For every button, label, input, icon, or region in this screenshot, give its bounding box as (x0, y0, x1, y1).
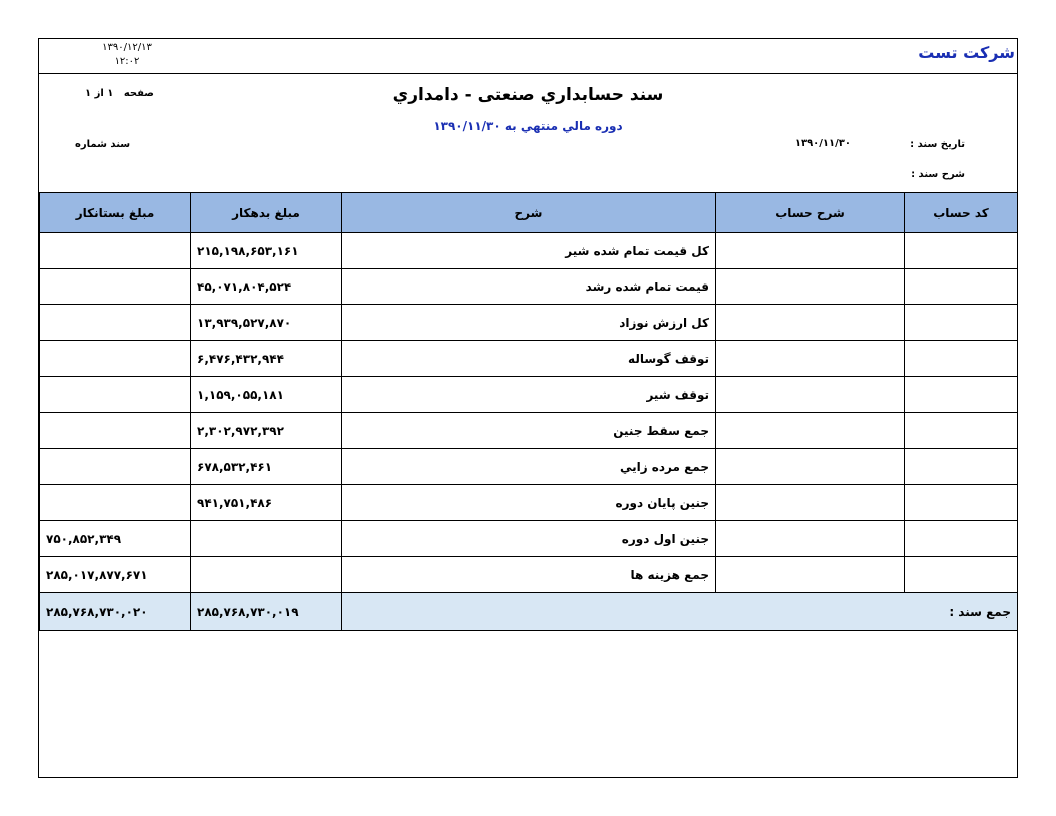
credit-cell: ۷۵۰,۸۵۲,۳۴۹ (40, 521, 191, 557)
table-row (40, 341, 1018, 377)
table-row (40, 557, 1018, 593)
debit-cell (191, 521, 342, 557)
account-desc-cell (716, 413, 905, 449)
table-row (40, 485, 1018, 521)
total-label: جمع سند : (342, 593, 1018, 631)
page-number: ۱ از ۱ (85, 88, 114, 99)
credit-cell (40, 377, 191, 413)
table-row (40, 521, 1018, 557)
credit-cell (40, 449, 191, 485)
description-cell: جمع سقط جنين (342, 413, 716, 449)
doc-date-value: ۱۳۹۰/۱۱/۳۰ (794, 138, 851, 149)
page-label: صفحه (123, 88, 154, 99)
account-desc-cell (716, 449, 905, 485)
credit-cell (40, 341, 191, 377)
doc-date-label: تاريخ سند : (910, 139, 965, 150)
description-cell: کل قيمت تمام شده شير (342, 233, 716, 269)
description-cell: قيمت تمام شده رشد (342, 269, 716, 305)
credit-cell (40, 305, 191, 341)
account-desc-cell (716, 557, 905, 593)
total-credit: ۲۸۵,۷۶۸,۷۳۰,۰۲۰ (40, 593, 191, 631)
table-header-row (40, 193, 1018, 233)
debit-cell (191, 557, 342, 593)
column-header-debit: مبلغ بدهکار (191, 193, 342, 233)
description-cell: توقف شير (342, 377, 716, 413)
company-name: شرکت تست (918, 43, 1015, 62)
table-row (40, 449, 1018, 485)
account-code-cell (905, 377, 1018, 413)
description-cell: جنين اول دوره (342, 521, 716, 557)
account-desc-cell (716, 269, 905, 305)
table-row (40, 413, 1018, 449)
table-row (40, 269, 1018, 305)
voucher-table (39, 192, 1018, 631)
account-code-cell (905, 341, 1018, 377)
credit-cell (40, 485, 191, 521)
debit-cell: ۶۷۸,۵۳۲,۴۶۱ (191, 449, 342, 485)
debit-cell: ۲۱۵,۱۹۸,۶۵۳,۱۶۱ (191, 233, 342, 269)
doc-description-label: شرح سند : (911, 169, 965, 180)
header-divider (39, 73, 1017, 74)
account-code-cell (905, 557, 1018, 593)
credit-cell (40, 269, 191, 305)
credit-cell (40, 413, 191, 449)
doc-number-label: سند شماره (75, 139, 131, 150)
account-desc-cell (716, 233, 905, 269)
total-debit: ۲۸۵,۷۶۸,۷۳۰,۰۱۹ (191, 593, 342, 631)
account-desc-cell (716, 377, 905, 413)
table-row (40, 377, 1018, 413)
print-time: ۱۲:۰۲ (114, 56, 140, 67)
debit-cell: ۱۳,۹۳۹,۵۲۷,۸۷۰ (191, 305, 342, 341)
debit-cell: ۶,۴۷۶,۴۳۲,۹۴۴ (191, 341, 342, 377)
description-cell: کل ارزش نوزاد (342, 305, 716, 341)
document-frame (38, 38, 1018, 778)
column-header-credit: مبلغ بستانکار (40, 193, 191, 233)
table-row (40, 305, 1018, 341)
description-cell: جمع هزينه ها (342, 557, 716, 593)
table-row (40, 233, 1018, 269)
debit-cell: ۴۵,۰۷۱,۸۰۴,۵۲۴ (191, 269, 342, 305)
account-desc-cell (716, 341, 905, 377)
account-code-cell (905, 485, 1018, 521)
account-code-cell (905, 449, 1018, 485)
credit-cell (40, 233, 191, 269)
account-code-cell (905, 269, 1018, 305)
account-code-cell (905, 305, 1018, 341)
account-desc-cell (716, 521, 905, 557)
document-title: سند حسابداري صنعتی - دامداري (392, 85, 664, 105)
debit-cell: ۹۴۱,۷۵۱,۴۸۶ (191, 485, 342, 521)
debit-cell: ۲,۳۰۲,۹۷۲,۳۹۲ (191, 413, 342, 449)
account-code-cell (905, 233, 1018, 269)
fiscal-period: دوره مالي منتهي به ۱۳۹۰/۱۱/۳۰ (433, 119, 623, 133)
description-cell: جنين پايان دوره (342, 485, 716, 521)
debit-cell: ۱,۱۵۹,۰۵۵,۱۸۱ (191, 377, 342, 413)
total-row (40, 593, 1018, 631)
account-desc-cell (716, 305, 905, 341)
column-header-description: شرح (342, 193, 716, 233)
description-cell: توقف گوساله (342, 341, 716, 377)
column-header-account-code: کد حساب (905, 193, 1018, 233)
credit-cell: ۲۸۵,۰۱۷,۸۷۷,۶۷۱ (40, 557, 191, 593)
print-date: ۱۳۹۰/۱۲/۱۳ (102, 42, 152, 53)
column-header-account-desc: شرح حساب (716, 193, 905, 233)
account-code-cell (905, 521, 1018, 557)
account-code-cell (905, 413, 1018, 449)
description-cell: جمع مرده زايي (342, 449, 716, 485)
account-desc-cell (716, 485, 905, 521)
